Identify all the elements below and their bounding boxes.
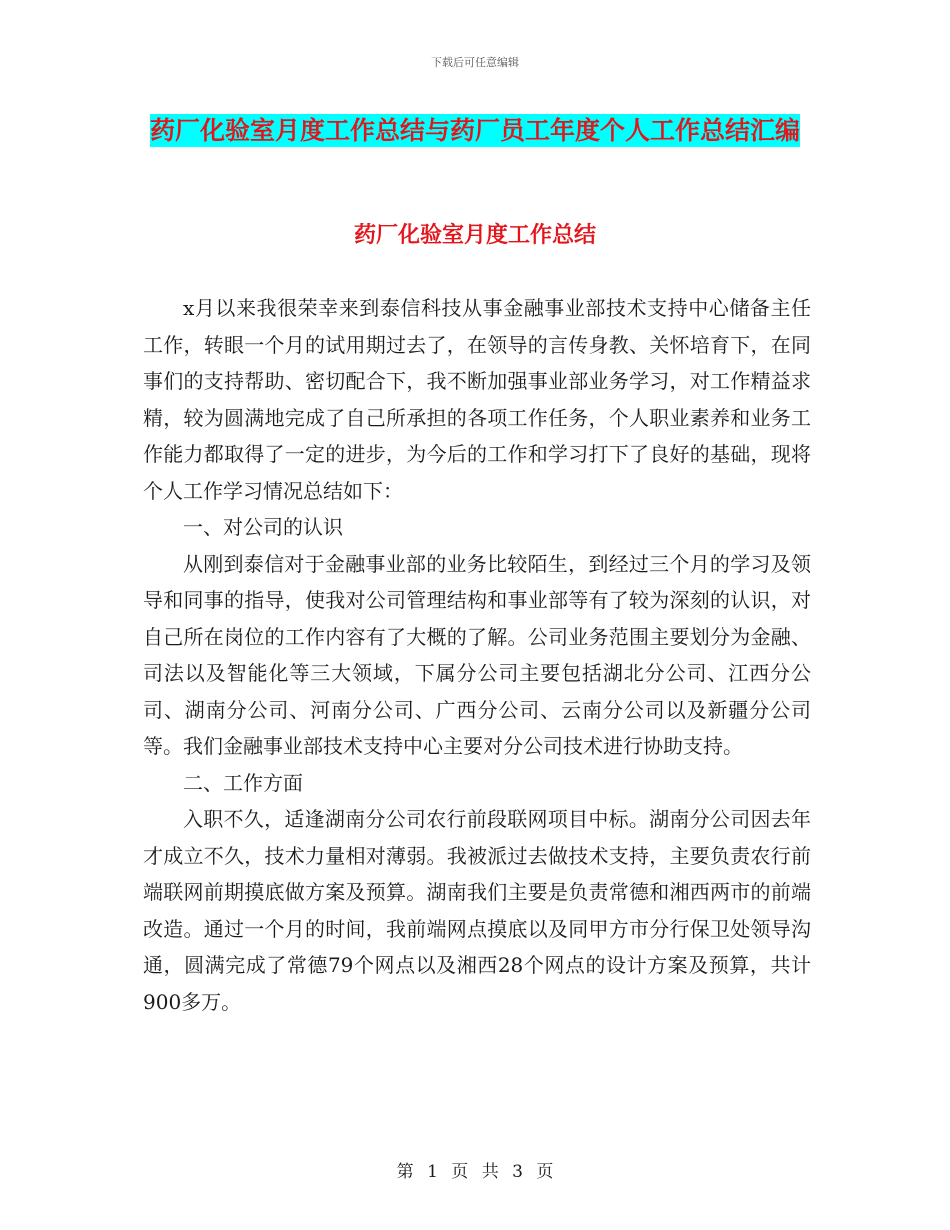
- page-total: 3: [512, 1162, 523, 1182]
- page-label-mid: 页: [451, 1162, 469, 1182]
- section-title: 药厂化验室月度工作总结: [353, 223, 596, 248]
- subheading-work: 二、工作方面: [183, 770, 303, 795]
- document-title: [150, 108, 800, 154]
- document-body: [143, 290, 811, 1020]
- document-title-text: 药厂化验室月度工作总结与药厂员工年度个人工作总结汇编: [150, 116, 801, 145]
- page-label-suffix: 页: [536, 1162, 554, 1182]
- paragraph-work: 入职不久，适逢湖南分公司农行前段联网项目中标。湖南分公司因去年才成立不久，技术力量相对薄弱。我被派过去做技术支持，主要负责农行前端联网前期摸底做方案及预算。湖南我们主要是负责常德和湘西两市的前端改造。通过一个月的时间，我前端网点摸底以及同甲方市分行保卫处领导沟通，圆满完成了常德79个网点以及湘西28个网点的设计方案及预算，共计900多万。: [143, 807, 811, 1014]
- page-label-prefix: 第: [396, 1162, 414, 1182]
- header-note: 下载后可任意编辑: [431, 56, 519, 69]
- subheading-company: 一、对公司的认识: [183, 515, 343, 539]
- paragraph-intro: x月以来我很荣幸来到泰信科技从事金融事业部技术支持中心储备主任工作，转眼一个月的试用期过去了，在领导的言传身教、关怀培育下，在同事们的支持帮助、密切配合下，我不断加强事业部业务学习，对工作精益求精，较为圆满地完成了自己所承担的各项工作任务，个人职业素养和业务工作能力都取得了一定的进步，为今后的工作和学习打下了良好的基础，现将个人工作学习情况总结如下：: [143, 296, 811, 503]
- page-current: 1: [427, 1162, 438, 1182]
- paragraph-company: 从刚到泰信对于金融事业部的业务比较陌生，到经过三个月的学习及领导和同事的指导，使我对公司管理结构和事业部等有了较为深刻的认识，对自己所在岗位的工作内容有了大概的了解。公司业务范围主要划分为金融、司法以及智能化等三大领域，下属分公司主要包括湖北分公司、江西分公司、湖南分公司、河南分公司、广西分公司、云南分公司以及新疆分公司等。我们金融事业部技术支持中心主要对分公司技术进行协助支持。: [143, 551, 811, 758]
- page-footer: [0, 1157, 950, 1182]
- page-label-total: 共: [481, 1162, 499, 1182]
